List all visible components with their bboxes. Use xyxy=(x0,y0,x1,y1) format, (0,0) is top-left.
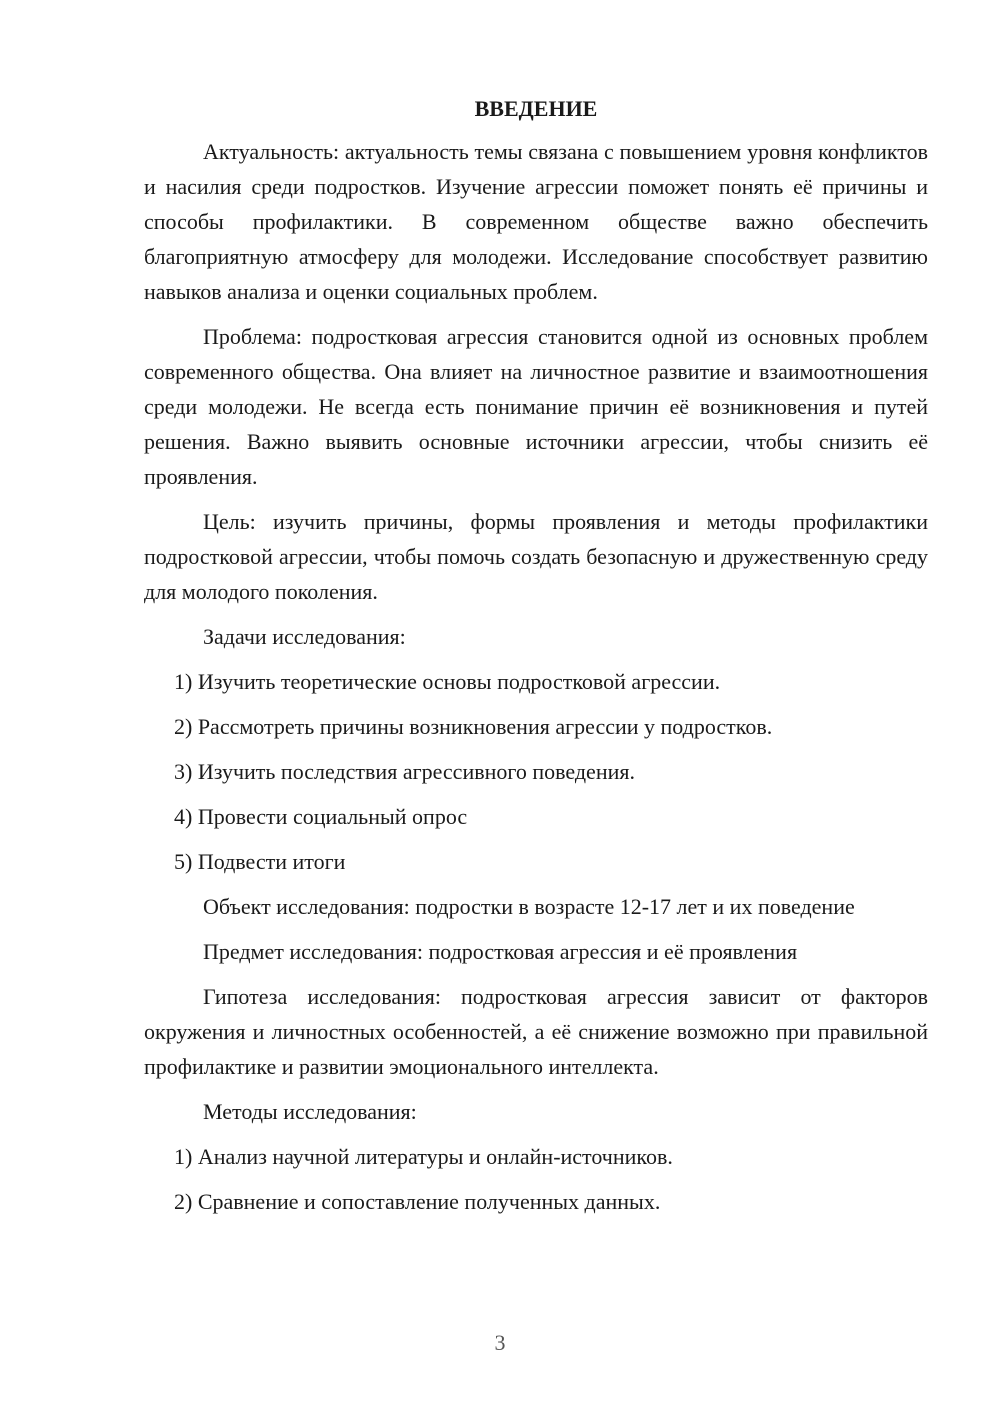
document-page xyxy=(144,88,928,1229)
task-item-5: 5) Подвести итоги xyxy=(174,849,346,874)
relevance-paragraph: Актуальность: актуальность темы связана с повышением уровня конфликтов и насилия среди подростков. Изучение агрессии поможет понять её причины и способы профилактики. В современном обществе важно обеспечить благоприятную атмосферу для молодежи. Исследование способствует развитию навыков анализа и оценки социальных проблем. xyxy=(144,139,928,304)
hypothesis-paragraph: Гипотеза исследования: подростковая агрессия зависит от факторов окружения и личностных особенностей, а её снижение возможно при правильной профилактике и развитии эмоционального интеллекта. xyxy=(144,984,928,1079)
subject-paragraph: Предмет исследования: подростковая агрессия и её проявления xyxy=(203,939,798,964)
page-number: 3 xyxy=(494,1330,506,1355)
section-title: ВВЕДЕНИЕ xyxy=(474,96,598,121)
task-item-4: 4) Провести социальный опрос xyxy=(174,804,468,829)
task-item-3: 3) Изучить последствия агрессивного поведения. xyxy=(174,759,635,784)
goal-paragraph: Цель: изучить причины, формы проявления и методы профилактики подростковой агрессии, чтобы помочь создать безопасную и дружественную среду для молодого поколения. xyxy=(144,509,928,604)
method-item-2: 2) Сравнение и сопоставление полученных данных. xyxy=(174,1189,661,1214)
task-item-2: 2) Рассмотреть причины возникновения агрессии у подростков. xyxy=(174,714,773,739)
task-item-1: 1) Изучить теоретические основы подростковой агрессии. xyxy=(174,669,721,694)
object-paragraph: Объект исследования: подростки в возрасте 12-17 лет и их поведение xyxy=(203,894,855,919)
problem-paragraph: Проблема: подростковая агрессия становится одной из основных проблем современного общества. Она влияет на личностное развитие и взаимоотношения среди молодежи. Не всегда есть понимание причин её возникновения и путей решения. Важно выявить основные источники агрессии, чтобы снизить её проявления. xyxy=(144,324,928,489)
methods-heading: Методы исследования: xyxy=(203,1099,417,1124)
method-item-1: 1) Анализ научной литературы и онлайн-источников. xyxy=(174,1144,673,1169)
tasks-heading: Задачи исследования: xyxy=(203,624,406,649)
